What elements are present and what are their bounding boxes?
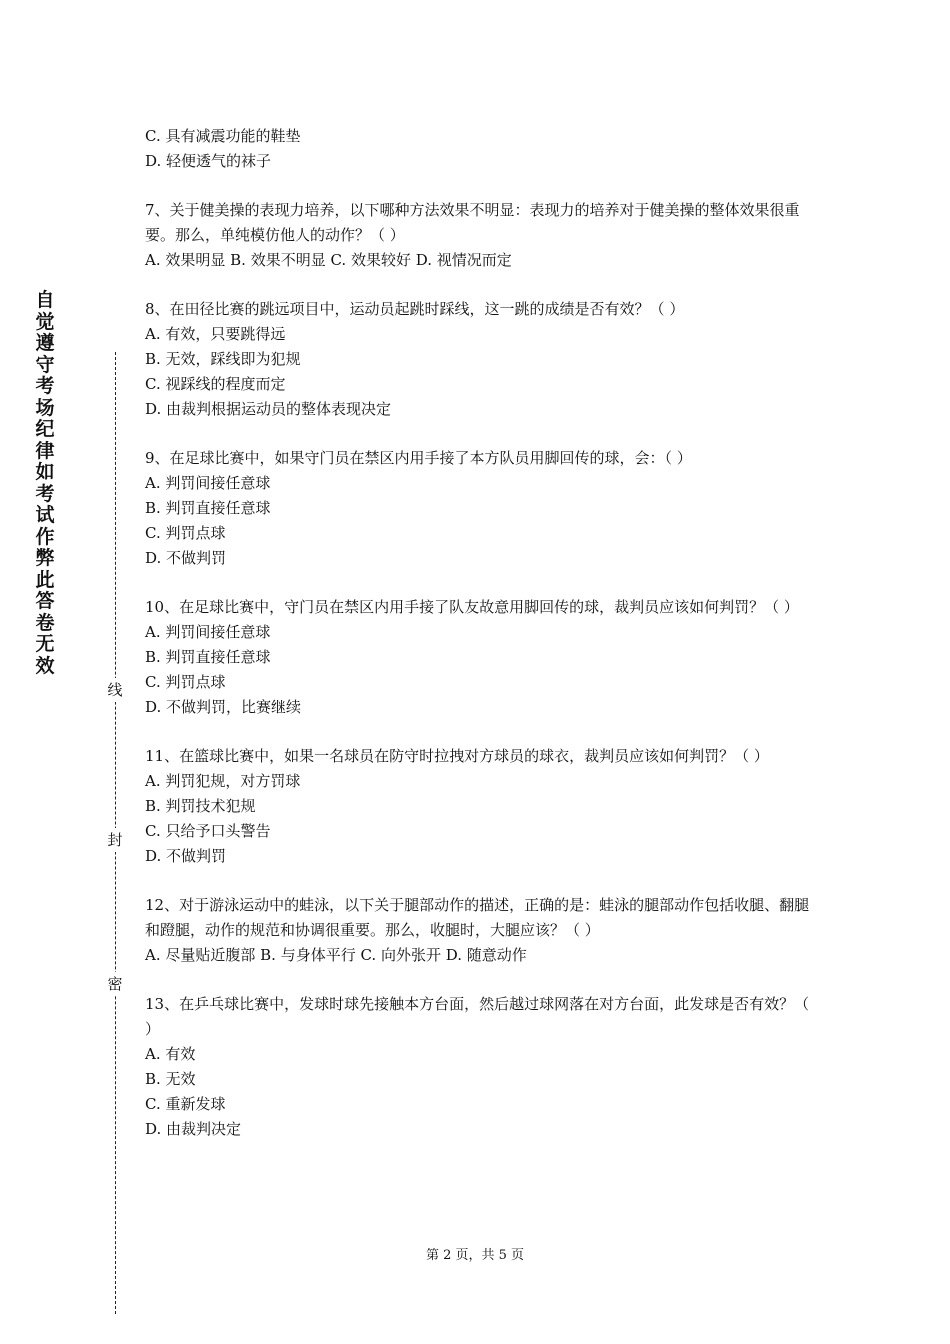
vertical-title-char: 作 — [35, 525, 55, 548]
vertical-title-char: 律 — [35, 439, 55, 462]
option: D. 由裁判根据运动员的整体表现决定 — [145, 400, 392, 418]
vertical-title-char: 如 — [35, 461, 55, 483]
question-9 — [145, 446, 810, 571]
option: A. 有效 — [145, 1045, 196, 1063]
vertical-title-char: 觉 — [35, 310, 55, 333]
option: A. 判罚间接任意球 — [145, 474, 271, 492]
question-text: 8、在田径比赛的跳远项目中，运动员起跳时踩线，这一跳的成绩是否有效？（ ） — [145, 300, 685, 318]
question-text: 9、在足球比赛中，如果守门员在禁区内用手接了本方队员用脚回传的球，会：（ ） — [145, 449, 692, 467]
option: C. 判罚点球 — [145, 524, 226, 542]
option: A. 判罚间接任意球 — [145, 623, 271, 641]
option: D. 不做判罚，比赛继续 — [145, 698, 302, 716]
vertical-title-char: 效 — [35, 654, 55, 677]
vertical-title-char: 自 — [35, 289, 55, 311]
option: B. 无效，踩线即为犯规 — [145, 350, 301, 368]
option: C. 判罚点球 — [145, 673, 226, 691]
binding-label-feng: 封 — [104, 828, 126, 852]
vertical-title-char: 试 — [35, 504, 55, 526]
option: A. 有效，只要跳得远 — [145, 325, 286, 343]
vertical-title-char: 守 — [35, 353, 55, 376]
option: D. 轻便透气的袜子 — [145, 152, 272, 170]
vertical-title-char: 卷 — [35, 611, 55, 634]
option: B. 判罚技术犯规 — [145, 797, 256, 815]
option: D. 不做判罚 — [145, 847, 227, 865]
option: C. 视踩线的程度而定 — [145, 375, 286, 393]
option: D. 由裁判决定 — [145, 1120, 242, 1138]
vertical-title-char: 场 — [35, 396, 55, 419]
page-number: 第 2 页，共 5 页 — [425, 1248, 525, 1263]
question-text: 7、关于健美操的表现力培养，以下哪种方法效果不明显：表现力的培养对于健美操的整体效果很重要。那么，单纯模仿他人的动作？（ ） — [145, 201, 800, 244]
binding-label-xian: 线 — [104, 678, 126, 702]
question-10 — [145, 595, 810, 720]
question-13 — [145, 992, 810, 1142]
option: A. 尽量贴近腹部 B. 与身体平行 C. 向外张开 D. 随意动作 — [145, 946, 527, 964]
vertical-title-char: 纪 — [35, 418, 55, 440]
option: B. 判罚直接任意球 — [145, 648, 271, 666]
question-text: 11、在篮球比赛中，如果一名球员在防守时拉拽对方球员的球衣，裁判员应该如何判罚？（ ） — [145, 747, 769, 765]
binding-label-mi: 密 — [104, 972, 126, 996]
vertical-title-char: 遵 — [35, 332, 55, 354]
option: B. 判罚直接任意球 — [145, 499, 271, 517]
option: C. 只给予口头警告 — [145, 822, 271, 840]
vertical-title-char: 考 — [35, 375, 55, 397]
vertical-title-char: 此 — [35, 568, 55, 591]
vertical-title-char: 弊 — [35, 547, 55, 569]
question-text: 12、对于游泳运动中的蛙泳，以下关于腿部动作的描述，正确的是：蛙泳的腿部动作包括收腿、翻腿和蹬腿，动作的规范和协调很重要。那么，收腿时，大腿应该？（ ） — [145, 896, 810, 939]
question-list — [145, 124, 810, 1166]
option: A. 判罚犯规，对方罚球 — [145, 772, 301, 790]
vertical-title-char: 考 — [35, 482, 55, 505]
question-7 — [145, 198, 810, 273]
question-8 — [145, 297, 810, 422]
option: B. 无效 — [145, 1070, 196, 1088]
vertical-title-char: 无 — [35, 633, 55, 655]
option: C. 具有减震功能的鞋垫 — [145, 127, 301, 145]
question-12 — [145, 893, 810, 968]
vertical-title — [30, 290, 60, 677]
question-6-tail — [145, 124, 810, 174]
option: A. 效果明显 B. 效果不明显 C. 效果较好 D. 视情况而定 — [145, 251, 512, 269]
question-text: 10、在足球比赛中，守门员在禁区内用手接了队友故意用脚回传的球，裁判员应该如何判罚？（ ） — [145, 598, 799, 616]
question-11 — [145, 744, 810, 869]
vertical-title-char: 答 — [35, 590, 55, 612]
option: D. 不做判罚 — [145, 549, 227, 567]
question-text: 13、在乒乓球比赛中，发球时球先接触本方台面，然后越过球网落在对方台面，此发球是否有效？（ ） — [145, 995, 810, 1038]
option: C. 重新发球 — [145, 1095, 226, 1113]
